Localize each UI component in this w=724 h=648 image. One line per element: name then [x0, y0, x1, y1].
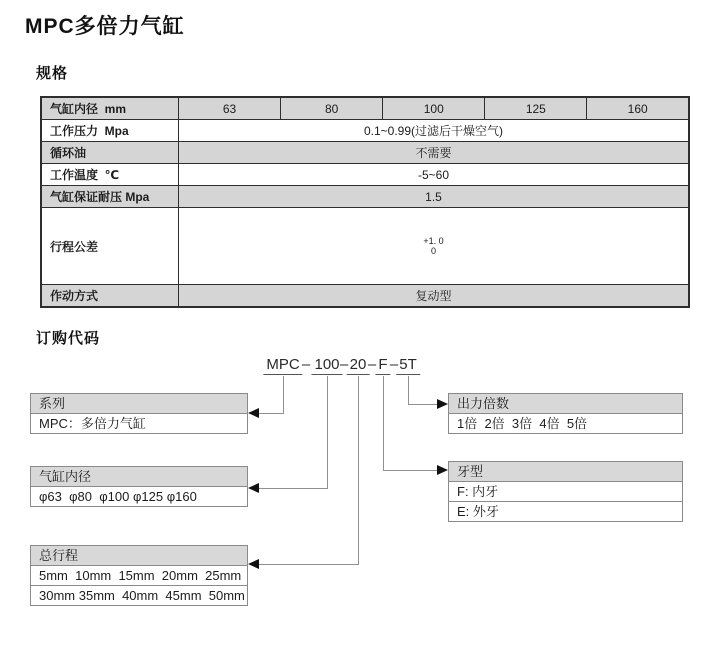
- row-label: 气缸保证耐压 Mpa: [41, 186, 179, 208]
- stroke-box-row: 5mm 10mm 15mm 20mm 25mm: [31, 566, 247, 585]
- row-value: -5~60: [179, 164, 690, 186]
- row-value: [179, 208, 690, 285]
- stroke-box-row: 30mm 35mm 40mm 45mm 50mm: [31, 585, 247, 605]
- thread-box-row: F: 内牙: [449, 482, 682, 501]
- arrow-right-icon: [437, 399, 448, 409]
- table-row-bore: [41, 97, 689, 120]
- connector-series-vertical: [283, 376, 284, 413]
- code-segment-bore: 100: [311, 356, 342, 375]
- row-label: 气缸内径 mm: [41, 97, 179, 120]
- bore-value: 125: [485, 97, 587, 120]
- page-title: MPC多倍力气缸: [25, 15, 185, 38]
- bore-box-header: 气缸内径: [31, 467, 247, 487]
- arrow-left-icon: [248, 408, 259, 418]
- stroke-box: [30, 545, 248, 606]
- table-row-pressure: [41, 120, 689, 142]
- arrow-right-icon: [437, 465, 448, 475]
- row-label: 作动方式: [41, 285, 179, 308]
- connector-bore-horizontal: [253, 488, 328, 489]
- tolerance-lower: 0: [430, 246, 436, 256]
- code-segment-stroke: 20: [347, 356, 370, 375]
- connector-stroke-vertical: [358, 376, 359, 564]
- multiplier-box-body: 1倍 2倍 3倍 4倍 5倍: [449, 414, 682, 433]
- row-value: 1.5: [179, 186, 690, 208]
- bore-box: [30, 466, 248, 507]
- thread-box-header: 牙型: [449, 462, 682, 482]
- row-value: 复动型: [179, 285, 690, 308]
- connector-multiplier-vertical: [408, 376, 409, 404]
- series-box-body: MPC：多倍力气缸: [31, 414, 247, 433]
- series-box: [30, 393, 248, 434]
- code-separator: –: [339, 356, 349, 373]
- code-segment-thread: F: [375, 356, 390, 375]
- row-value: 0.1~0.99(过滤后干燥空气): [179, 120, 690, 142]
- arrow-left-icon: [248, 483, 259, 493]
- connector-multiplier-horizontal: [408, 404, 439, 405]
- row-label: 工作压力 Mpa: [41, 120, 179, 142]
- row-value: 不需要: [179, 142, 690, 164]
- stroke-box-header: 总行程: [31, 546, 247, 566]
- thread-box-row: E: 外牙: [449, 501, 682, 521]
- code-segment-multiplier: 5T: [396, 356, 420, 375]
- table-row-oil: [41, 142, 689, 164]
- connector-stroke-horizontal: [253, 564, 359, 565]
- bore-value: 160: [587, 97, 689, 120]
- row-label: 循环油: [41, 142, 179, 164]
- bore-value: 100: [383, 97, 485, 120]
- connector-bore-vertical: [327, 376, 328, 488]
- connector-thread-horizontal: [383, 470, 439, 471]
- code-separator: –: [367, 356, 377, 373]
- table-row-action-type: [41, 285, 689, 308]
- spec-section-heading: 规格: [36, 65, 69, 82]
- table-row-stroke-tolerance: [41, 208, 689, 285]
- code-separator: –: [389, 356, 399, 373]
- spec-table: [40, 96, 690, 308]
- table-row-proof-pressure: [41, 186, 689, 208]
- bore-box-body: φ63 φ80 φ100 φ125 φ160: [31, 487, 247, 506]
- order-section-heading: 订购代码: [36, 330, 101, 347]
- code-separator: –: [301, 356, 311, 373]
- thread-box: [448, 461, 683, 522]
- code-segment-series: MPC: [263, 356, 302, 375]
- row-label: 工作温度 ℃: [41, 164, 179, 186]
- bore-value: 63: [179, 97, 281, 120]
- bore-value: 80: [281, 97, 383, 120]
- multiplier-box: [448, 393, 683, 434]
- arrow-left-icon: [248, 559, 259, 569]
- connector-thread-vertical: [383, 376, 384, 470]
- multiplier-box-header: 出力倍数: [449, 394, 682, 414]
- row-label: 行程公差: [41, 208, 179, 285]
- tolerance-stack: [179, 236, 688, 256]
- table-row-temperature: [41, 164, 689, 186]
- series-box-header: 系列: [31, 394, 247, 414]
- tolerance-upper: +1. 0: [423, 236, 444, 246]
